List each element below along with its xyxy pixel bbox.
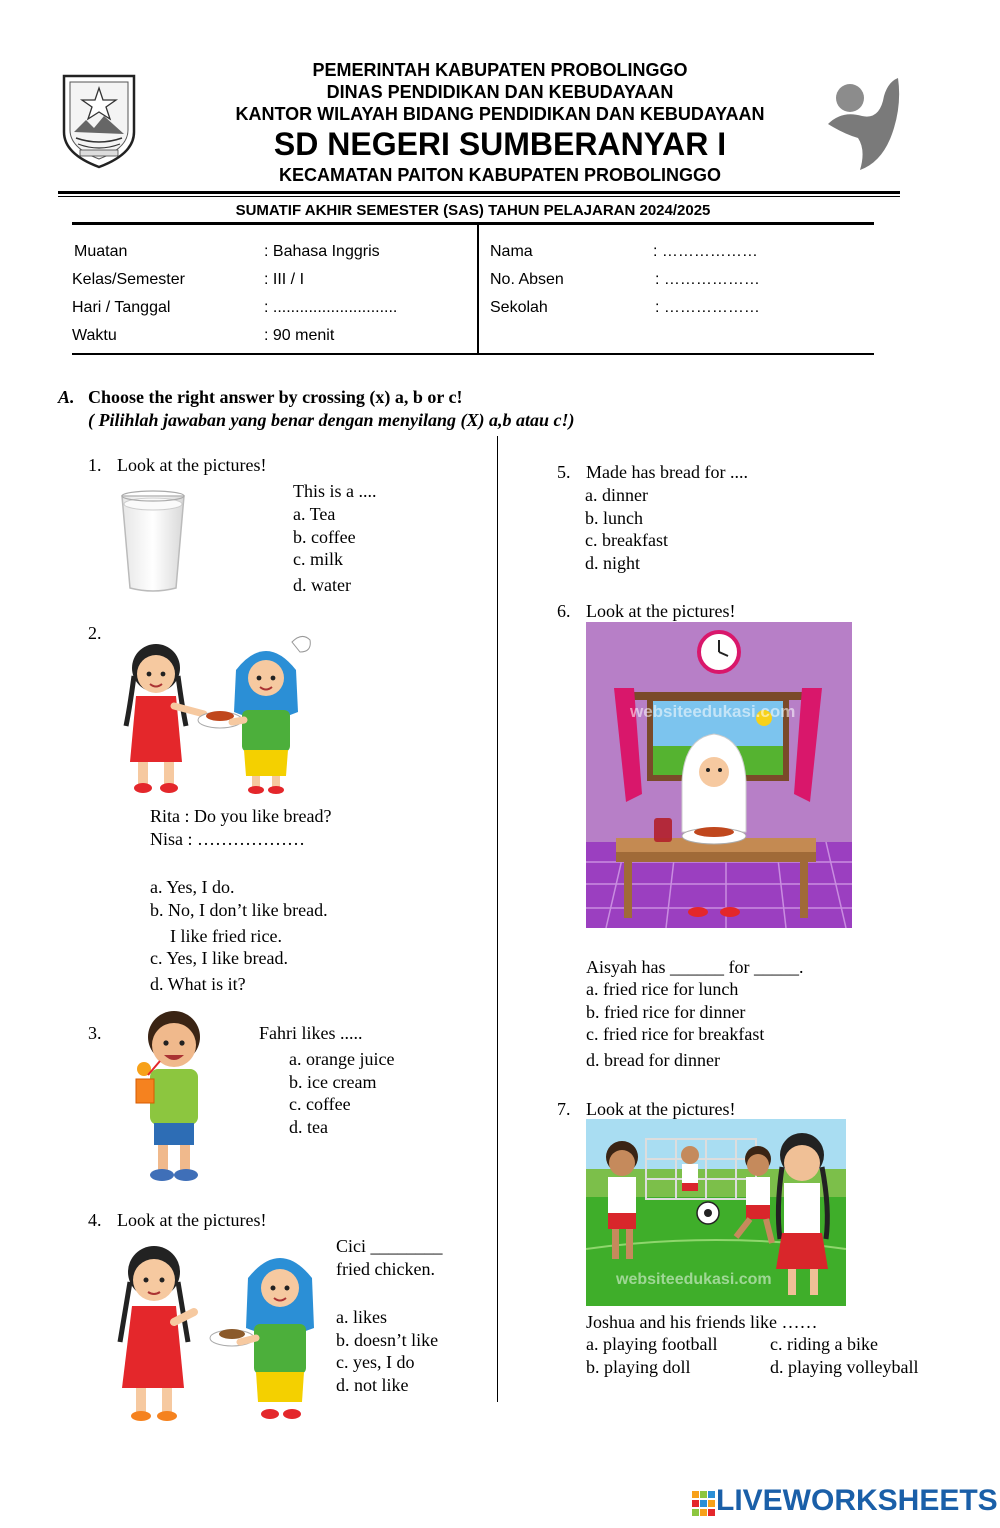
value-nama[interactable]: : ……………… [653,243,758,260]
q2-option-a[interactable]: a. Yes, I do. [150,877,235,897]
exam-title: SUMATIF AKHIR SEMESTER (SAS) TAHUN PELAJARAN 2024/2025 [235,202,711,219]
info-divider [477,225,479,355]
milk-glass-picture [118,490,188,594]
label-waktu: Waktu [72,327,117,344]
fahri-drinking-picture [120,1005,220,1187]
header-department: DINAS PENDIDIKAN DAN KEBUDAYAAN [326,82,674,102]
label-absen: No. Absen [490,271,564,288]
q6-option-b[interactable]: b. fried rice for dinner [586,1002,746,1022]
q5-option-d[interactable]: d. night [585,553,641,573]
cici-refusing-picture [108,1238,324,1430]
q3-option-b[interactable]: b. ice cream [289,1072,377,1092]
q4-option-c[interactable]: c. yes, I do [336,1352,415,1372]
q6-option-c[interactable]: c. fried rice for breakfast [586,1024,765,1044]
label-muatan: Muatan [74,243,128,260]
q3-option-d[interactable]: d. tea [289,1117,328,1137]
q7-option-a[interactable]: a. playing football [586,1334,718,1354]
column-divider [497,436,498,1402]
header-office: KANTOR WILAYAH BIDANG PENDIDIKAN DAN KEBUDAYAAN [235,104,765,124]
school-name: SD NEGERI SUMBERANYAR I [273,126,727,162]
q1-stem: This is a .... [293,481,377,501]
q4-prompt: Look at the pictures! [117,1210,267,1230]
q3-number: 3. [88,1023,102,1043]
q4-option-d[interactable]: d. not like [336,1375,409,1395]
q1-number: 1. [88,455,102,475]
q4-stem-cont: fried chicken. [336,1259,435,1279]
q1-option-d[interactable]: d. water [293,575,351,595]
label-hari: Hari / Tanggal [72,299,171,316]
q1-prompt: Look at the pictures! [117,455,267,475]
football-field-picture [586,1119,846,1306]
q6-prompt: Look at the pictures! [586,601,736,621]
section-letter: A. [58,387,75,407]
q7-prompt: Look at the pictures! [586,1099,736,1119]
q3-stem: Fahri likes ..... [259,1023,363,1043]
q5-option-a[interactable]: a. dinner [585,485,648,505]
label-sekolah: Sekolah [490,299,548,316]
q3-option-c[interactable]: c. coffee [289,1094,351,1114]
q2-option-b-cont: I like fried rice. [170,926,282,946]
value-sekolah[interactable]: : ……………… [655,299,760,316]
q6-stem: Aisyah has ______ for _____. [586,957,804,977]
aisyah-eating-picture [586,622,852,928]
q2-option-b[interactable]: b. No, I don’t like bread. [150,900,328,920]
value-waktu: : 90 menit [264,327,335,344]
rita-nisa-picture [116,630,312,798]
label-kelas: Kelas/Semester [72,271,185,288]
q6-option-a[interactable]: a. fried rice for lunch [586,979,739,999]
q4-number: 4. [88,1210,102,1230]
q5-stem: Made has bread for .... [586,462,748,482]
q7-option-b[interactable]: b. playing doll [586,1357,691,1377]
q3-option-a[interactable]: a. orange juice [289,1049,395,1069]
q7-watermark: websiteedukasi.com [616,1271,772,1288]
q7-option-c[interactable]: c. riding a bike [770,1334,878,1354]
q6-number: 6. [557,601,571,621]
info-top-rule [72,222,874,225]
q6-option-d[interactable]: d. bread for dinner [586,1050,720,1070]
header-rule-thick [58,191,900,194]
q2-dialog-rita: Rita : Do you like bread? [150,806,332,826]
q6-watermark: websiteedukasi.com [630,702,796,721]
q4-option-a[interactable]: a. likes [336,1307,387,1327]
section-instruction: Choose the right answer by crossing (x) a, b or c! [88,387,463,407]
q2-dialog-nisa: Nisa : ……………… [150,829,305,849]
header-district: KECAMATAN PAITON KABUPATEN PROBOLINGGO [279,165,721,185]
school-logo-icon [822,76,904,172]
q4-stem: Cici ________ [336,1236,443,1256]
q7-option-d[interactable]: d. playing volleyball [770,1357,919,1377]
label-nama: Nama [490,243,533,260]
value-hari[interactable]: : ............................ [264,299,398,316]
q1-option-b[interactable]: b. coffee [293,527,356,547]
liveworksheets-brand[interactable]: LIVEWORKSHEETS [716,1484,998,1517]
q2-number: 2. [88,623,102,643]
liveworksheets-logo-icon [692,1491,716,1517]
q7-stem: Joshua and his friends like …… [586,1312,818,1332]
q4-option-b[interactable]: b. doesn’t like [336,1330,439,1350]
q2-option-d[interactable]: d. What is it? [150,974,246,994]
value-kelas: : III / I [264,271,305,288]
info-bottom-rule [72,353,874,355]
q1-option-a[interactable]: a. Tea [293,504,336,524]
header-government: PEMERINTAH KABUPATEN PROBOLINGGO [312,60,688,80]
section-translation: ( Pilihlah jawaban yang benar dengan menyilang (X) a,b atau c!) [88,410,575,430]
q7-number: 7. [557,1099,571,1119]
value-absen[interactable]: : ……………… [655,271,760,288]
value-muatan: : Bahasa Inggris [264,243,380,260]
q2-option-c[interactable]: c. Yes, I like bread. [150,948,288,968]
q5-option-c[interactable]: c. breakfast [585,530,668,550]
header-rule-thin [58,196,900,197]
q5-number: 5. [557,462,571,482]
q5-option-b[interactable]: b. lunch [585,508,643,528]
q1-option-c[interactable]: c. milk [293,549,343,569]
